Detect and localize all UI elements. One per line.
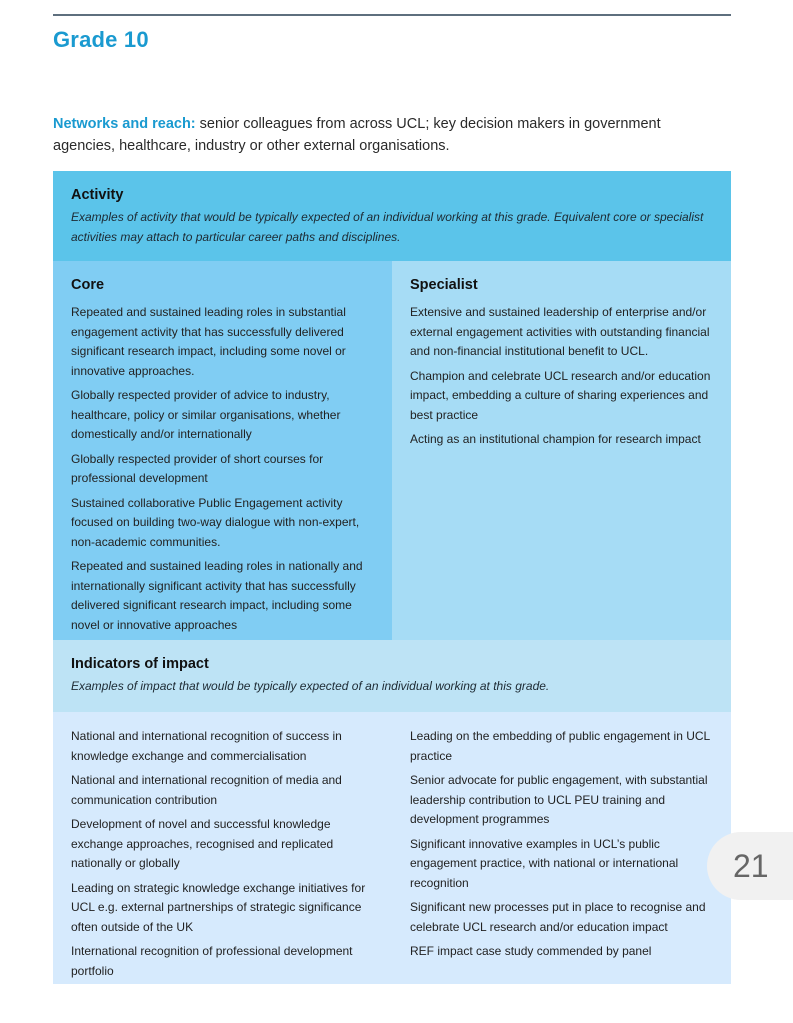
core-column	[53, 261, 392, 640]
specialist-column	[392, 261, 731, 640]
top-divider	[53, 14, 731, 16]
list-item: Leading on the embedding of public engagement in UCL practice	[410, 729, 710, 763]
list-item: Leading on strategic knowledge exchange initiatives for UCL e.g. external partnerships of strategic significance often outside of the UK	[71, 880, 366, 934]
list-item: Extensive and sustained leadership of enterprise and/or external engagement activities with outstanding financial and non-financial institutional benefit to UCL.	[410, 305, 710, 358]
indicators-header	[53, 640, 731, 712]
list-item: Globally respected provider of advice to industry, healthcare, policy or similar organisations, whether domestically and/or internationally	[71, 388, 341, 441]
list-item: National and international recognition of success in knowledge exchange and commercialisation	[71, 729, 342, 763]
list-item: Globally respected provider of short courses for professional development	[71, 451, 324, 485]
networks-and-reach	[53, 113, 713, 157]
networks-text: senior colleagues from across UCL; key decision makers in government agencies, healthcare, industry or other external organisations.	[53, 116, 661, 154]
list-item: Acting as an institutional champion for research impact	[410, 432, 701, 446]
list-item: Significant new processes put in place to recognise and celebrate UCL research and/or education impact	[410, 900, 706, 934]
grade-table	[53, 171, 731, 984]
specialist-title: Specialist	[410, 277, 478, 293]
indicators-title: Indicators of impact	[71, 656, 209, 672]
list-item: Repeated and sustained leading roles in substantial engagement activity that has successfully delivered significant research impact, including some novel or innovative approaches.	[71, 305, 346, 378]
indicators-body	[53, 712, 731, 984]
list-item: Champion and celebrate UCL research and/or education impact, embedding a culture of sharing experiences and best practice	[410, 368, 711, 422]
list-item: International recognition of professional development portfolio	[71, 944, 353, 978]
activity-header	[53, 171, 731, 261]
activity-title: Activity	[71, 187, 124, 203]
indicators-right-column	[392, 727, 731, 984]
list-item: Senior advocate for public engagement, with substantial leadership contribution to UCL PEU training and development programmes	[410, 773, 708, 826]
indicators-description: Examples of impact that would be typically expected of an individual working at this grade.	[71, 679, 550, 693]
activity-description: Examples of activity that would be typically expected of an individual working at this grade. Equivalent core or specialist activities may attach to particular career paths and disciplines.	[71, 210, 704, 244]
networks-label: Networks and reach:	[53, 116, 196, 132]
list-item: Development of novel and successful knowledge exchange approaches, recognised and replicated nationally or globally	[71, 817, 334, 870]
list-item: Sustained collaborative Public Engagement activity focused on building two-way dialogue with non-expert, non-academic communities.	[71, 495, 360, 549]
list-item: National and international recognition of media and communication contribution	[71, 773, 342, 807]
indicators-left-column	[53, 727, 392, 984]
list-item: Repeated and sustained leading roles in nationally and internationally significant activity that has successfully delivered significant research impact, including some novel or innovative approaches	[71, 559, 363, 632]
page-number-badge: 21	[707, 832, 793, 900]
core-title: Core	[71, 277, 105, 293]
activity-columns	[53, 261, 731, 640]
list-item: REF impact case study commended by panel	[410, 944, 652, 958]
list-item: Significant innovative examples in UCL’s public engagement practice, with national or international recognition	[410, 836, 679, 890]
page-title: Grade 10	[53, 27, 149, 52]
